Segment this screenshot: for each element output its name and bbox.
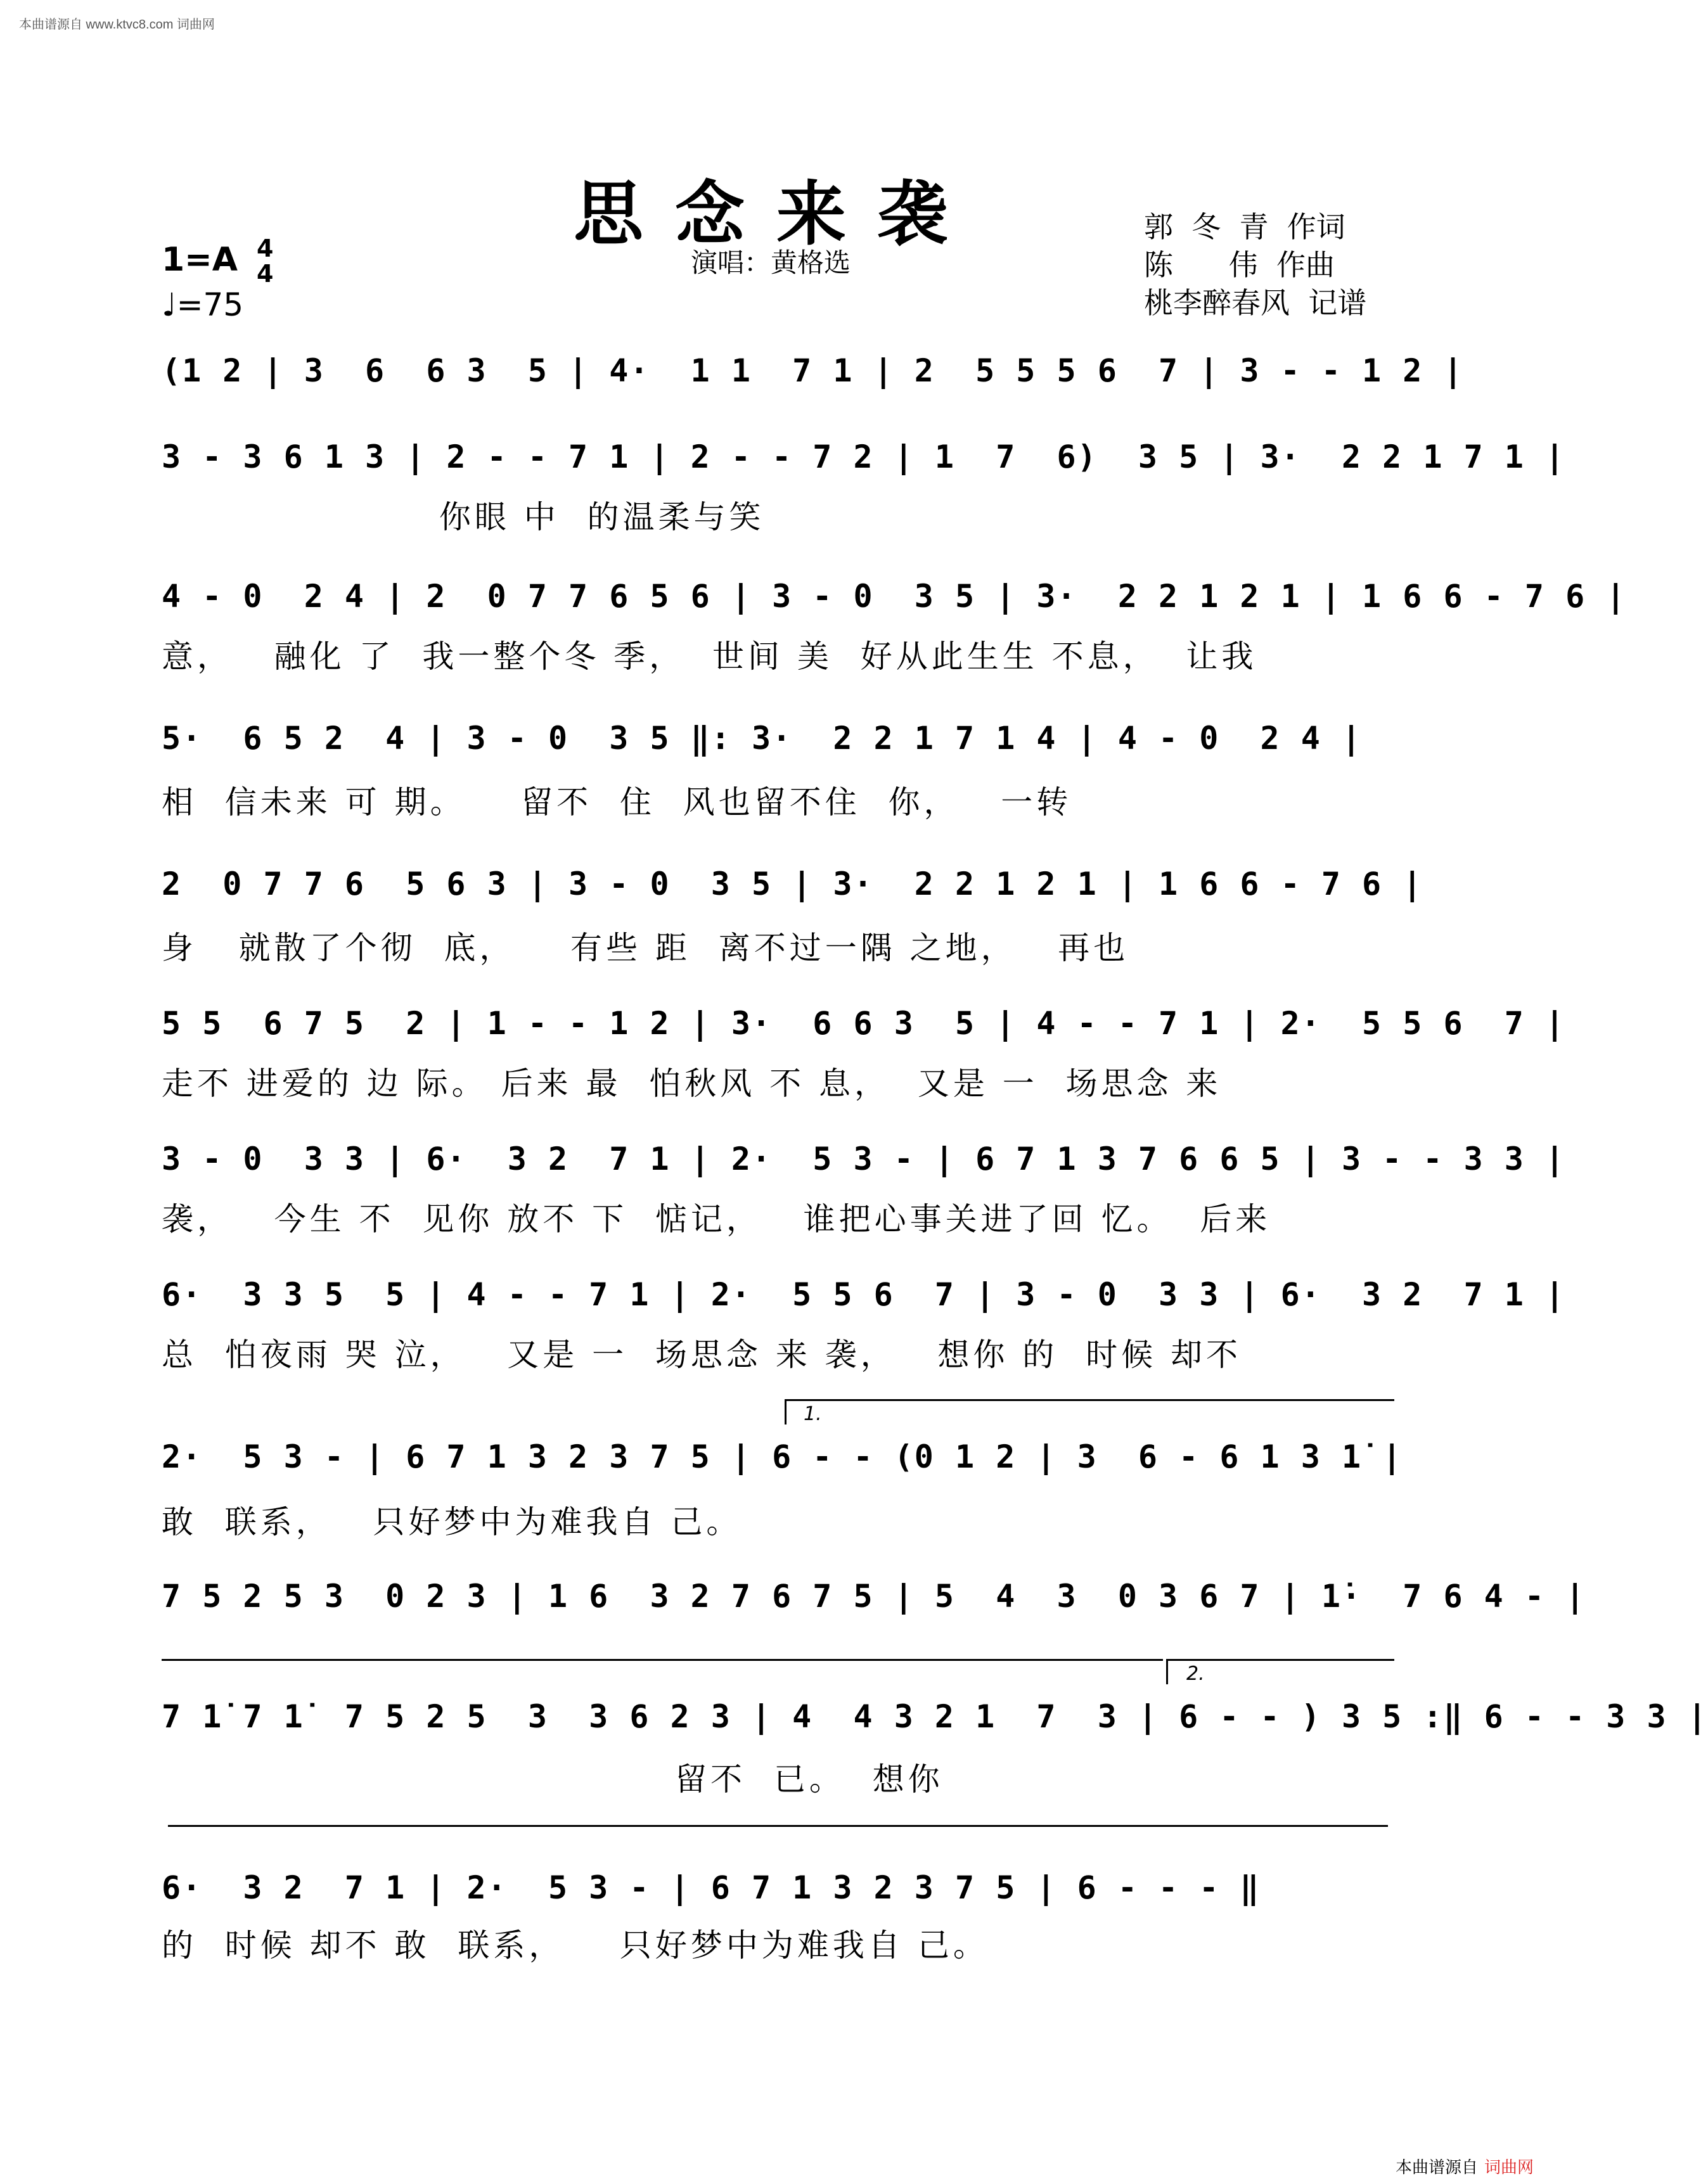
second-ending-label: 2. <box>1186 1663 1205 1685</box>
music-line: 2· 5 3 - | 6 7 1 3 2 3 7 5 | 6 - - (0 1 2 | 3 6 - 6 1 3 1̇ | <box>162 1438 1403 1475</box>
second-ending-bracket <box>1166 1659 1394 1661</box>
time-signature-bottom: 4 <box>257 260 274 288</box>
coda-rule <box>168 1825 1388 1827</box>
music-line: 7 5 2 5 3 0 2 3 | 1 6 3 2 7 6 7 5 | 5 4 3 0 3 6 7 | 1̇· 7 6 4 - | <box>162 1578 1586 1615</box>
lyric-line: 的 时候 却不 敢 联系， 只好梦中为难我自 己。 <box>162 1927 989 1964</box>
music-line: 7 1̇ 7 1̇ 7 5 2 5 3 3 6 2 3 | 4 4 3 2 1 7 3 | 6 - - ) 3 5 :‖ 6 - - 3 3 | <box>162 1698 1708 1735</box>
music-line: 3 - 0 3 3 | 6· 3 2 7 1 | 2· 5 3 - | 6 7 1 3 7 6 6 5 | 3 - - 3 3 | <box>162 1141 1566 1177</box>
time-signature <box>257 236 273 286</box>
transcriber-credit: 桃李醉春风 记谱 <box>1144 286 1367 320</box>
music-line: 6· 3 3 5 5 | 4 - - 7 1 | 2· 5 5 6 7 | 3 - 0 3 3 | 6· 3 2 7 1 | <box>162 1276 1566 1313</box>
lyric-line: 你眼 中 的温柔与笑 <box>162 499 765 535</box>
lyric-line: 总 怕夜雨 哭 泣， 又是 一 场思念 来 袭， 想你 的 时候 却不 <box>162 1336 1242 1373</box>
lyric-line: 袭， 今生 不 见你 放不 下 惦记， 谁把心事关进了回 忆。 后来 <box>162 1201 1271 1238</box>
music-line: 3 - 3 6 1 3 | 2 - - 7 1 | 2 - - 7 2 | 1 7 6) 3 5 | 3· 2 2 1 7 1 | <box>162 439 1566 475</box>
lyric-line: 意， 融化 了 我一整个冬 季， 世间 美 好从此生生 不息， 让我 <box>162 638 1257 675</box>
time-signature-top: 4 <box>257 234 274 262</box>
first-ending-bracket <box>785 1399 1394 1401</box>
tempo-marking: ♩=75 <box>162 286 244 323</box>
lyric-line: 身 就散了个彻 底， 有些 距 离不过一隅 之地， 再也 <box>162 930 1129 966</box>
lyric-line: 走不 进爱的 边 际。 后来 最 怕秋风 不 息， 又是 一 场思念 来 <box>162 1065 1222 1102</box>
song-title: 思念来袭 <box>574 173 979 255</box>
lyric-line: 留不 已。 想你 <box>162 1761 944 1798</box>
composer-credit: 陈 伟 作曲 <box>1144 248 1335 282</box>
music-line: (1 2 | 3 6 6 3 5 | 4· 1 1 7 1 | 2 5 5 5 6 7 | 3 - - 1 2 | <box>162 352 1464 389</box>
key-signature: 1=A <box>162 241 238 279</box>
first-ending-label: 1. <box>804 1403 822 1425</box>
footer-source-text: 本曲谱源自 <box>1395 2158 1478 2177</box>
source-footer-note <box>1396 2154 1534 2178</box>
first-ending-bracket-left <box>785 1399 787 1424</box>
footer-brand: 词曲网 <box>1484 2158 1534 2177</box>
lyricist-credit: 郭 冬 青 作词 <box>1144 210 1345 244</box>
singer-credit: 演唱：黄格选 <box>691 247 851 278</box>
music-line: 6· 3 2 7 1 | 2· 5 3 - | 6 7 1 3 2 3 7 5 | 6 - - - ‖ <box>162 1869 1261 1906</box>
music-line: 5· 6 5 2 4 | 3 - 0 3 5 ‖: 3· 2 2 1 7 1 4 | 4 - 0 2 4 | <box>162 720 1363 757</box>
lyric-line: 相 信未来 可 期。 留不 住 风也留不住 你， 一转 <box>162 784 1072 821</box>
interlude-rule <box>162 1659 1163 1661</box>
source-header-note: 本曲谱源自 www.ktvc8.com 词曲网 <box>19 18 215 32</box>
second-ending-bracket-left <box>1166 1659 1168 1684</box>
music-line: 4 - 0 2 4 | 2 0 7 7 6 5 6 | 3 - 0 3 5 | 3· 2 2 1 2 1 | 1 6 6 - 7 6 | <box>162 578 1627 615</box>
lyric-line: 敢 联系， 只好梦中为难我自 己。 <box>162 1504 742 1540</box>
music-line: 5 5 6 7 5 2 | 1 - - 1 2 | 3· 6 6 3 5 | 4 - - 7 1 | 2· 5 5 6 7 | <box>162 1005 1566 1042</box>
music-line: 2 0 7 7 6 5 6 3 | 3 - 0 3 5 | 3· 2 2 1 2 1 | 1 6 6 - 7 6 | <box>162 866 1423 902</box>
